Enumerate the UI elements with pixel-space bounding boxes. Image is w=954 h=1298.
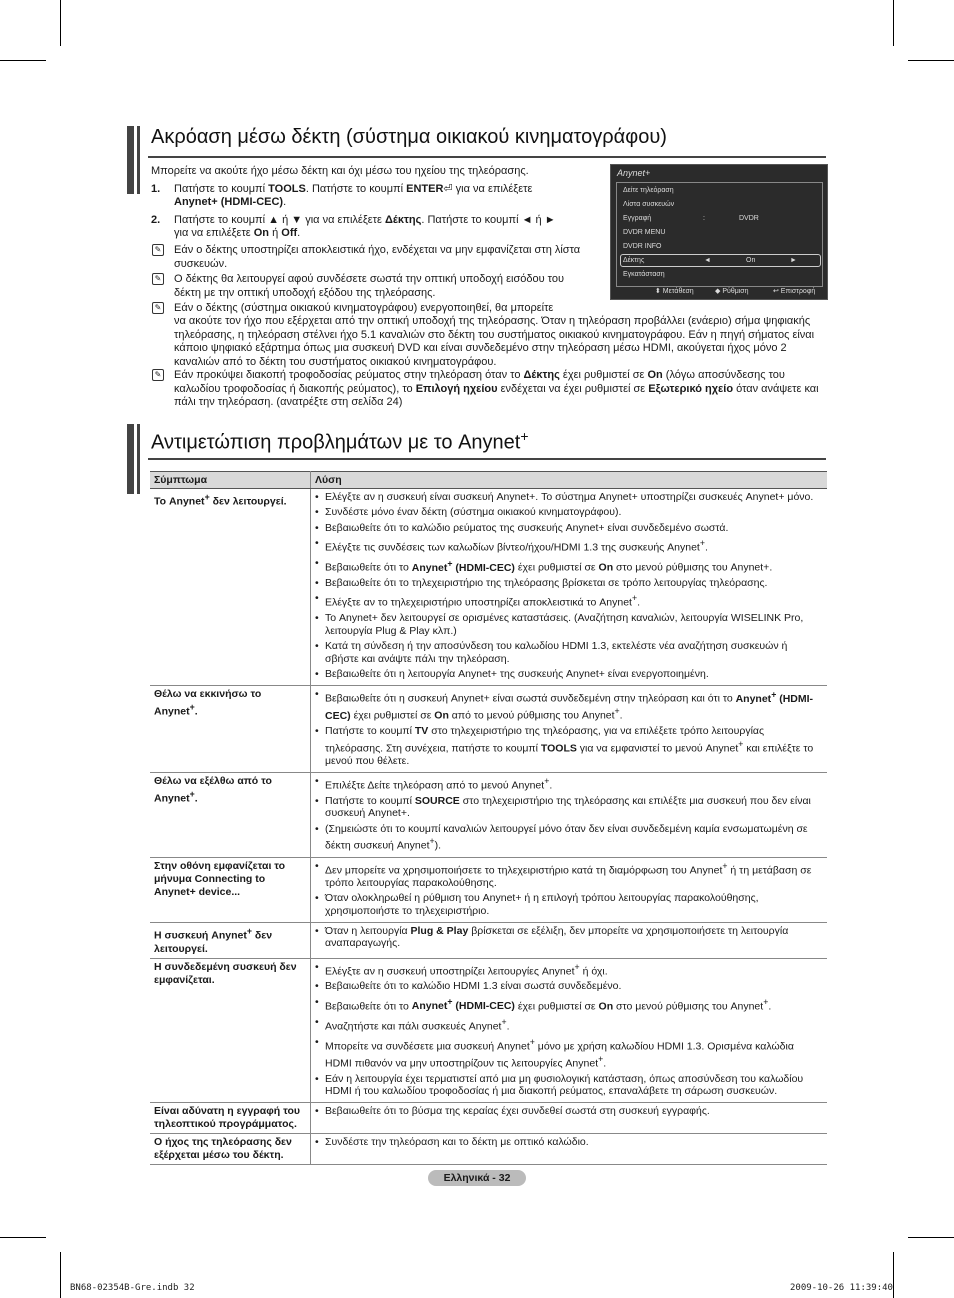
list-item: • (Σημειώστε ότι το κουμπί καναλιών λειτουργεί μόνο όταν δεν είναι συνδεδεμένη καμία ενσωματωμένη σε δέκτη συσκευή Anynet+).: [315, 823, 823, 852]
list-item: • Όταν ολοκληρωθεί η ρύθμιση του Anynet+ ή η επιλογή τρόπου λειτουργίας παρακολούθησης, χρησιμοποιήστε το τηλεχειριστήριο.: [315, 892, 823, 917]
osd-record-sep: :: [703, 215, 705, 222]
crop-mark: [908, 1237, 954, 1238]
list-item: • Αναζητήστε και πάλι συσκευές Anynet+.: [315, 1016, 823, 1033]
page-number-badge: Ελληνικά - 32: [428, 1170, 526, 1186]
note-2: Ο δέκτης θα λειτουργεί αφού συνδέσετε σωστά την οπτική υποδοχή εισόδου του δέκτη με την οπτική υποδοχή εξόδου της τηλεόρασης.: [174, 273, 564, 299]
section-bar: [137, 126, 140, 194]
intro-text: Μπορείτε να ακούτε ήχο μέσω δέκτη και όχι μέσω του ηχείου της τηλεόρασης.: [151, 165, 529, 177]
osd-receiver-value: On: [746, 257, 756, 264]
section-rule: [148, 458, 826, 460]
crop-mark: [908, 60, 954, 61]
table-row: [150, 489, 827, 686]
solution-cell: [311, 1103, 828, 1134]
osd-footer-move: ⬍ Μετάθεση: [655, 288, 694, 295]
section-bar: [127, 126, 134, 194]
list-item: • Ελέγξτε αν η συσκευή είναι συσκευή Anynet+. Το σύστημα Anynet+ υποστηρίζει συσκευές Anynet+ μόνο.: [315, 491, 823, 503]
list-item: • Όταν η λειτουργία Plug & Play βρίσκεται σε εξέλιξη, δεν μπορείτε να χρησιμοποιήσετε τη λειτουργία αναπαραγωγής.: [315, 925, 823, 950]
crop-mark: [893, 0, 894, 46]
step-2: 2. Πατήστε το κουμπί ▲ ή ▼ για να επιλέξετε Δέκτης. Πατήστε το κουμπί ◄ ή ► για να επιλέξετε On ή Off.: [151, 214, 591, 240]
print-file-info: BN68-02354B-Gre.indb 32: [70, 1283, 195, 1293]
step-1-text: Πατήστε το κουμπί TOOLS. Πατήστε το κουμπί ENTER⏎ για να επιλέξετε Anynet+ (HDMI-CEC).: [174, 183, 533, 208]
list-item: • Το Anynet+ δεν λειτουργεί σε ορισμένες καταστάσεις. (Αναζήτηση καναλιών, λειτουργία WISELINK Pro, λειτουργία Plug & Play κλπ.): [315, 612, 823, 637]
solution-cell: [311, 958, 828, 1103]
symptom-cell: Το Anynet+ δεν λειτουργεί.: [150, 489, 311, 686]
solution-cell: [311, 772, 828, 857]
section-rule: [148, 156, 826, 158]
solution-cell: [311, 489, 828, 686]
troubleshooting-table: [150, 471, 827, 1165]
step-2-text: Πατήστε το κουμπί ▲ ή ▼ για να επιλέξετε Δέκτης. Πατήστε το κουμπί ◄ ή ► για να επιλέξετε On ή Off.: [174, 214, 556, 239]
note-3-b: να ακούτε τον ήχο που εξέρχεται από την οπτική υποδοχή της τηλεόρασης. Όταν η τηλεόραση προβάλλει (ενάεριο) σήμα ψηφιακής τηλεόρασης, η τηλεόραση στέλνει ήχο 5.1 καναλιών στο δέκτη του συστήματος οικιακού κινηματογράφου. Εάν η πηγή σήματος είναι κάποιο ψηφιακό εξάρτημα όπως μια συσκευή DVD και είναι συνδεδεμένο στην τηλεόραση μέσω HDMI, ακούγεται ήχος μόνο 2 καναλιών από το δέκτη του συστήματος οικιακού κινηματογράφου.: [174, 315, 815, 368]
list-item: • Βεβαιωθείτε ότι το Anynet+ (HDMI-CEC) έχει ρυθμιστεί σε On στο μενού ρύθμισης του Anynet+.: [315, 996, 823, 1013]
list-item: • Βεβαιωθείτε ότι η συσκευή Anynet+ είναι σωστά συνδεδεμένη στην τηλεόραση και ότι το Anynet+ (HDMI-CEC) έχει ρυθμιστεί σε On από το μενού ρύθμισης του Anynet+.: [315, 688, 823, 722]
table-row: [150, 686, 827, 773]
symptom-cell: Η συσκευή Anynet+ δεν λειτουργεί.: [150, 923, 311, 959]
osd-item[interactable]: Εγγραφή: [623, 215, 652, 222]
col-symptom: Σύμπτωμα: [150, 472, 311, 489]
anynet-logo: Anynet+: [617, 168, 651, 178]
table-row: [150, 1103, 827, 1134]
osd-item[interactable]: DVDR INFO: [623, 243, 662, 250]
note-4: Εάν προκύψει διακοπή τροφοδοσίας ρεύματος στην τηλεόραση όταν το Δέκτης έχει ρυθμιστεί σε On (λόγω αποσύνδεσης του καλωδίου τροφοδοσίας ή διακοπής ρεύματος), το Επιλογή ηχείου ενδέχεται να έχει ρυθμιστεί σε Εξωτερικό ηχείο όταν ανάψετε και πάλι την τηλεόραση. (ανατρέξτε στη σελίδα 24): [174, 369, 819, 408]
osd-left-arrow-icon[interactable]: ◄: [704, 257, 711, 264]
table-row: [150, 857, 827, 922]
list-item: • Πατήστε το κουμπί SOURCE στο τηλεχειριστήριο της τηλεόρασης και επιλέξτε μια συσκευή που δεν είναι συσκευή Anynet+.: [315, 795, 823, 820]
osd-item[interactable]: Δείτε τηλεόραση: [623, 187, 674, 194]
list-item: • Συνδέστε την τηλεόραση και το δέκτη με οπτικό καλώδιο.: [315, 1136, 823, 1148]
osd-record-value: DVDR: [739, 215, 759, 222]
table-row: [150, 1134, 827, 1165]
section-title: Ακρόαση μέσω δέκτη (σύστημα οικιακού κινηματογράφου): [151, 126, 667, 148]
list-item: • Βεβαιωθείτε ότι το καλώδιο ρεύματος της συσκευής Anynet+ είναι συνδεδεμένο σωστά.: [315, 522, 823, 534]
note-1: Εάν ο δέκτης υποστηρίζει αποκλειστικά ήχο, ενδέχεται να μην εμφανίζεται στη λίστα συσκευών.: [174, 244, 581, 270]
list-item: • Βεβαιωθείτε ότι το Anynet+ (HDMI-CEC) έχει ρυθμιστεί σε On στο μενού ρύθμισης του Anynet+.: [315, 557, 823, 574]
col-solution: Λύση: [311, 472, 828, 489]
crop-mark: [0, 1237, 46, 1238]
step-1: 1. Πατήστε το κουμπί TOOLS. Πατήστε το κουμπί ENTER⏎ για να επιλέξετε Anynet+ (HDMI-CEC).: [151, 183, 591, 209]
osd-item-receiver[interactable]: Δέκτης: [623, 257, 645, 264]
crop-mark: [0, 60, 46, 61]
list-item: • Συνδέστε μόνο έναν δέκτη (σύστημα οικιακού κινηματογράφου).: [315, 506, 823, 518]
list-item: • Επιλέξτε Δείτε τηλεόραση από το μενού Anynet+.: [315, 775, 823, 792]
section-bar: [127, 424, 134, 494]
note-icon: ✎: [152, 244, 164, 256]
osd-item[interactable]: Εγκατάσταση: [623, 271, 665, 278]
section-bar: [137, 424, 140, 494]
list-item: • Βεβαιωθείτε ότι το βύσμα της κεραίας έχει συνδεθεί σωστά στη συσκευή εγγραφής.: [315, 1105, 823, 1117]
symptom-cell: Θέλω να εκκινήσω το Anynet+.: [150, 686, 311, 773]
solution-cell: [311, 1134, 828, 1165]
symptom-cell: Θέλω να εξέλθω από το Anynet+.: [150, 772, 311, 857]
osd-footer-return: ↩ Επιστροφή: [773, 288, 816, 295]
note-icon: ✎: [152, 273, 164, 285]
osd-item[interactable]: DVDR MENU: [623, 229, 666, 236]
symptom-cell: Ο ήχος της τηλεόρασης δεν εξέρχεται μέσω του δέκτη.: [150, 1134, 311, 1165]
list-item: • Εάν η λειτουργία έχει τερματιστεί από μια μη φυσιολογική κατάσταση, όπως αποσύνδεση του καλωδίου HDMI ή του καλωδίου τροφοδοσίας ή μια διακοπή ρεύματος, επαναλάβετε τη σάρωση συσκευών.: [315, 1073, 823, 1098]
note-icon: ✎: [152, 369, 164, 381]
table-row: [150, 772, 827, 857]
note-icon: ✎: [152, 302, 164, 314]
solution-cell: [311, 857, 828, 922]
solution-cell: [311, 686, 828, 773]
list-item: • Ελέγξτε αν το τηλεχειριστήριο υποστηρίζει αποκλειστικά το Anynet+.: [315, 592, 823, 609]
osd-right-arrow-icon[interactable]: ►: [790, 257, 797, 264]
crop-mark: [60, 0, 61, 46]
list-item: • Βεβαιωθείτε ότι το τηλεχειριστήριο της τηλεόρασης βρίσκεται σε τρόπο λειτουργίας τηλεόρασης.: [315, 577, 823, 589]
list-item: • Βεβαιωθείτε ότι το καλώδιο HDMI 1.3 είναι σωστά συνδεδεμένο.: [315, 980, 823, 992]
crop-mark: [60, 1252, 61, 1298]
solution-cell: [311, 923, 828, 959]
section-title: Αντιμετώπιση προβλημάτων με το Anynet+: [151, 428, 529, 454]
list-item: • Μπορείτε να συνδέσετε μια συσκευή Anynet+ μόνο με χρήση καλωδίου HDMI 1.3. Ορισμένα καλώδια HDMI πιθανόν να μην υποστηρίζουν τις λειτουργίες Anynet+.: [315, 1036, 823, 1070]
list-item: • Δεν μπορείτε να χρησιμοποιήσετε το τηλεχειριστήριο κατά τη διαμόρφωση του Anynet+ ή τη μετάβαση σε τρόπο λειτουργίας παρακολούθησης.: [315, 860, 823, 889]
anynet-osd: [610, 164, 828, 300]
symptom-cell: Στην οθόνη εμφανίζεται το μήνυμα Connecting to Anynet+ device...: [150, 857, 311, 922]
table-row: [150, 923, 827, 959]
symptom-cell: Η συνδεδεμένη συσκευή δεν εμφανίζεται.: [150, 958, 311, 1103]
note-3-a: Εάν ο δέκτης (σύστημα οικιακού κινηματογράφου) ενεργοποιηθεί, θα μπορείτε: [174, 302, 554, 314]
list-item: • Πατήστε το κουμπί TV στο τηλεχειριστήριο της τηλεόρασης, για να επιλέξετε τρόπο λειτουργίας τηλεόρασης. Στη συνέχεια, πατήστε το κουμπί TOOLS για να εμφανιστεί το μενού Anynet+ και επιλέξτε το μενού που θέλετε.: [315, 725, 823, 767]
list-item: • Ελέγξτε τις συνδέσεις των καλωδίων βίντεο/ήχου/HDMI 1.3 της συσκευής Anynet+.: [315, 537, 823, 554]
osd-footer-adjust: ◆ Ρύθμιση: [715, 288, 749, 295]
symptom-cell: Είναι αδύνατη η εγγραφή του τηλεοπτικού προγράμματος.: [150, 1103, 311, 1134]
osd-item[interactable]: Λίστα συσκευών: [623, 201, 675, 208]
print-datetime: 2009-10-26 11:39:40: [790, 1283, 893, 1293]
osd-menu-panel: [616, 182, 823, 287]
list-item: • Βεβαιωθείτε ότι η λειτουργία Anynet+ της συσκευής Anynet+ είναι ενεργοποιημένη.: [315, 668, 823, 680]
list-item: • Ελέγξτε αν η συσκευή υποστηρίζει λειτουργίες Anynet+ ή όχι.: [315, 961, 823, 978]
list-item: • Κατά τη σύνδεση ή την αποσύνδεση του καλωδίου HDMI 1.3, εκτελέστε νέα αναζήτηση συσκευών ή σβήστε και ανάψτε πάλι την τηλεόραση.: [315, 640, 823, 665]
table-row: [150, 958, 827, 1103]
crop-mark: [893, 1252, 894, 1298]
